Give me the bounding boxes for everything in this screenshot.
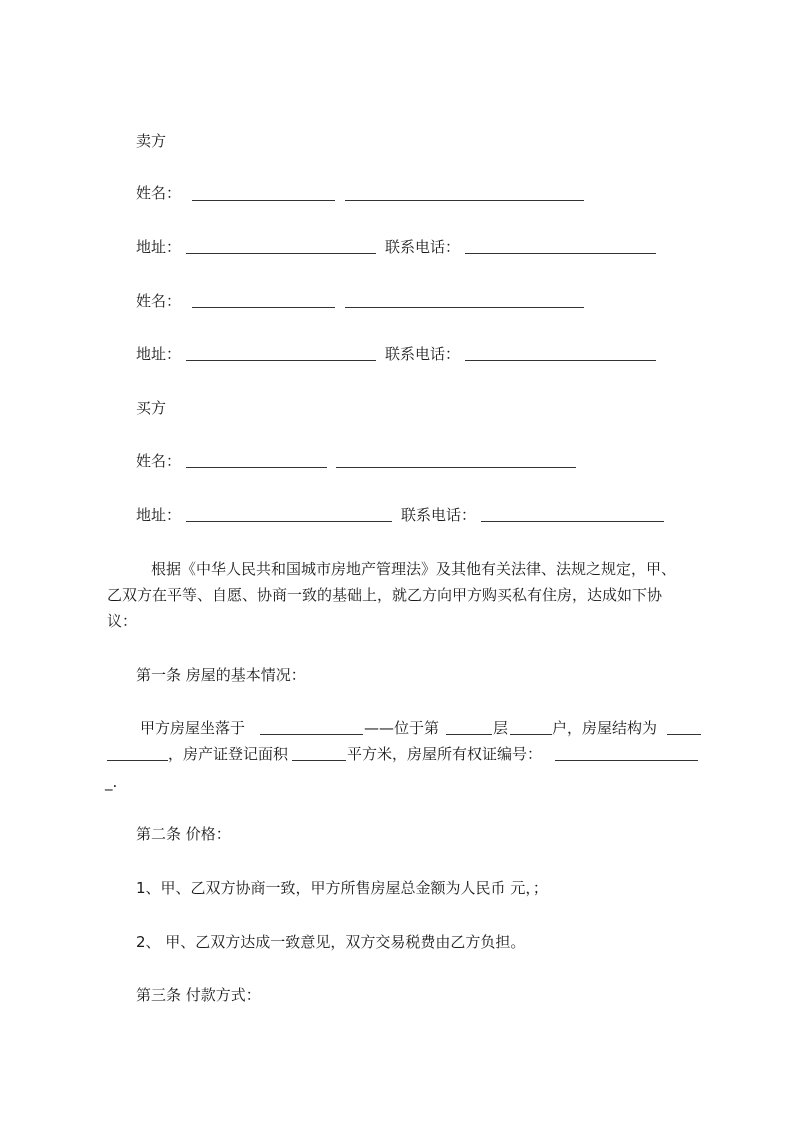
article3-title: 第三条 付款方式： — [136, 986, 261, 1004]
structure-blank-cont[interactable] — [107, 760, 168, 761]
seller1-address-blank[interactable] — [186, 253, 376, 254]
certificate-number-blank[interactable] — [555, 760, 698, 761]
article2-item-1: 1、甲、乙双方协商一致，甲方所售房屋总金额为人民币 元，； — [136, 879, 548, 897]
seller2-address-label: 地址： — [136, 345, 182, 363]
buyer-phone-blank[interactable] — [481, 521, 664, 522]
buyer-name-blank-2[interactable] — [336, 467, 576, 468]
location-blank[interactable] — [260, 734, 363, 735]
preamble-line-3: 议： — [107, 612, 138, 630]
article1-text-4: 户，房屋结构为 — [552, 719, 658, 737]
seller-heading: 卖方 — [136, 132, 167, 150]
buyer-address-blank[interactable] — [186, 521, 392, 522]
seller2-name-blank-2[interactable] — [345, 307, 584, 308]
seller1-name-blank-2[interactable] — [345, 200, 584, 201]
seller2-name-blank[interactable] — [192, 307, 335, 308]
structure-blank[interactable] — [667, 734, 701, 735]
unit-blank[interactable] — [510, 734, 552, 735]
area-blank[interactable] — [292, 760, 346, 761]
buyer-name-label: 姓名： — [136, 452, 182, 470]
seller1-phone-blank[interactable] — [465, 253, 656, 254]
seller1-name-label: 姓名： — [136, 184, 182, 202]
seller2-name-label: 姓名： — [136, 292, 182, 310]
article1-text-7: _. — [105, 773, 118, 791]
article2-title: 第二条 价格： — [136, 825, 231, 843]
seller2-phone-label: 联系电话： — [385, 345, 461, 363]
article1-title: 第一条 房屋的基本情况： — [136, 666, 306, 684]
seller1-address-label: 地址： — [136, 238, 182, 256]
buyer-heading: 买方 — [136, 399, 167, 417]
preamble-line-2: 乙双方在平等、自愿、协商一致的基础上，就乙方向甲方购买私有住房，达成如下协 — [107, 586, 663, 604]
article2-item-2: 2、 甲、乙双方达成一致意见，双方交易税费由乙方负担。 — [136, 933, 526, 951]
seller1-phone-label: 联系电话： — [385, 238, 461, 256]
article1-text-6: 平方米，房屋所有权证编号： — [347, 745, 543, 763]
article1-text-3: 层 — [493, 719, 509, 737]
buyer-phone-label: 联系电话： — [401, 506, 477, 524]
seller2-address-blank[interactable] — [186, 360, 376, 361]
floor-blank[interactable] — [446, 734, 492, 735]
buyer-address-label: 地址： — [136, 506, 182, 524]
seller1-name-blank[interactable] — [192, 200, 335, 201]
seller2-phone-blank[interactable] — [465, 360, 656, 361]
article1-text-5: ，房产证登记面积 — [168, 745, 289, 763]
article1-text-2: ——位于第 — [364, 719, 440, 737]
article1-text-1: 甲方房屋坐落于 — [140, 719, 246, 737]
buyer-name-blank[interactable] — [186, 467, 327, 468]
preamble-line-1: 根据《中华人民共和国城市房地产管理法》及其他有关法律、法规之规定，甲、 — [151, 560, 677, 578]
